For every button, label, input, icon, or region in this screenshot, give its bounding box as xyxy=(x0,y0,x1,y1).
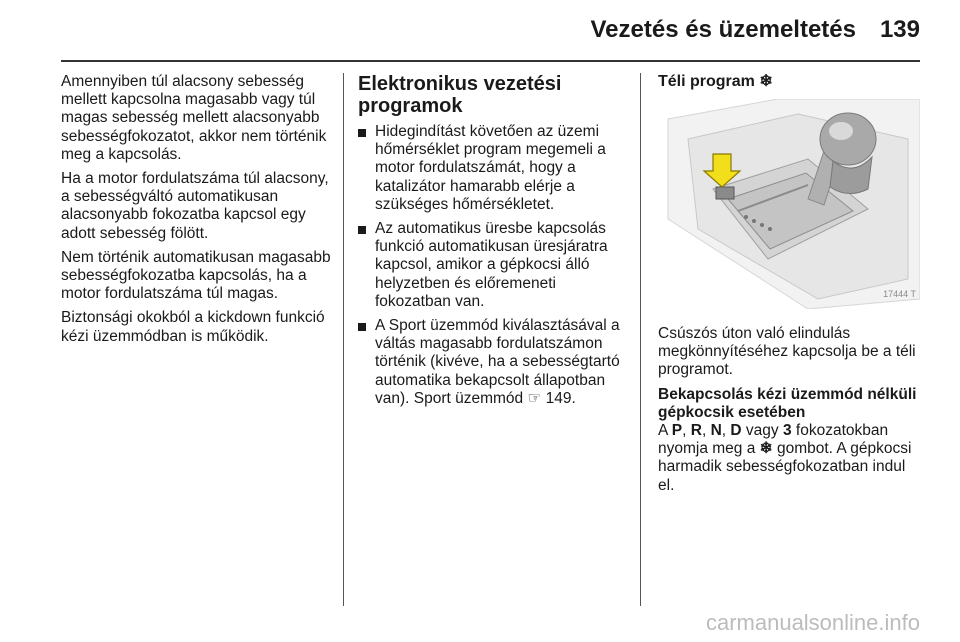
list-item xyxy=(358,220,626,311)
text-run: , xyxy=(682,422,691,440)
snowflake-icon: ❄ xyxy=(759,440,773,458)
paragraph: Nem történik automatikusan magasabb sebességfokozatba kapcsolás, ha a motor fordulatszáma túl magas. xyxy=(61,248,331,303)
header-rule xyxy=(61,60,920,62)
section-title: Téli program ❄ xyxy=(658,73,773,90)
list-item xyxy=(358,317,626,408)
list-item-text: Az automatikus üresbe kapcsolás funkció automatikusan üresjáratra kapcsol, amikor a gépkocsi álló helyzetben és előremeneti fokozatban van. xyxy=(375,220,608,310)
column-middle xyxy=(358,73,626,414)
square-bullet-icon xyxy=(358,129,366,137)
column-right xyxy=(658,73,923,501)
subheading: Bekapcsolás kézi üzemmód nélküli gépkocsik esetében xyxy=(658,385,917,421)
square-bullet-icon xyxy=(358,226,366,234)
column-divider xyxy=(343,73,344,606)
square-bullet-icon xyxy=(358,323,366,331)
gear-label-3: 3 xyxy=(782,422,792,440)
text-run: A xyxy=(658,422,672,440)
list-item xyxy=(358,123,626,214)
gear-selector-illustration xyxy=(658,99,920,309)
list-item-text: A Sport üzemmód kiválasztásával a váltás magasabb fordulatszámon történik (kivéve, ha a sebességtartó automatika bekapcsolt állapotban van). Sport üzemmód ☞ 149. xyxy=(375,317,620,407)
gear-selector-drawing xyxy=(658,99,920,309)
paragraph: Csúszós úton való elindulás megkönnyítéséhez kapcsolja be a téli programot. xyxy=(658,325,916,379)
watermark: carmanualsonline.info xyxy=(705,610,920,635)
list-item-text: Hidegindítást követően az üzemi hőmérséklet program megemeli a motor fordulatszámát, hogy a katalizátor hamarabb elérje a szükséges hőmérsékletet. xyxy=(375,123,606,213)
bullet-list xyxy=(358,123,626,408)
text-run: vagy xyxy=(741,422,783,440)
gear-label-r: R xyxy=(690,422,702,440)
column-divider xyxy=(640,73,641,606)
page-number: 139 xyxy=(879,16,920,43)
paragraph xyxy=(658,422,923,495)
header-title: Vezetés és üzemeltetés xyxy=(590,16,856,43)
gear-label-n: N xyxy=(710,422,722,440)
text-run: , xyxy=(721,422,731,440)
text-run: gombot. A gépkocsi harmadik sebességfokozatban indul el. xyxy=(658,440,912,494)
paragraph: Amennyiben túl alacsony sebesség mellett kapcsolna magasabb vagy túl magas sebesség mellett alacsonyabb sebességfokozatot, akkor nem történik meg a kapcsolás. xyxy=(61,73,327,163)
text-run: fokozatokban nyomja meg a xyxy=(658,422,889,458)
section-title: Elektronikus vezetési programok xyxy=(358,73,562,117)
gear-label-p: P xyxy=(671,422,683,440)
column-left xyxy=(61,73,331,352)
page-header xyxy=(0,0,960,62)
paragraph: Ha a motor fordulatszáma túl alacsony, a sebességváltó automatikusan alacsonyabb fokozatba kapcsol egy adott sebesség fölött. xyxy=(61,170,329,242)
figure-number: 17444 T xyxy=(883,288,916,299)
paragraph: Biztonsági okokból a kickdown funkció kézi üzemmódban is működik. xyxy=(61,309,325,345)
text-run: , xyxy=(701,422,711,440)
gear-label-d: D xyxy=(730,422,742,440)
